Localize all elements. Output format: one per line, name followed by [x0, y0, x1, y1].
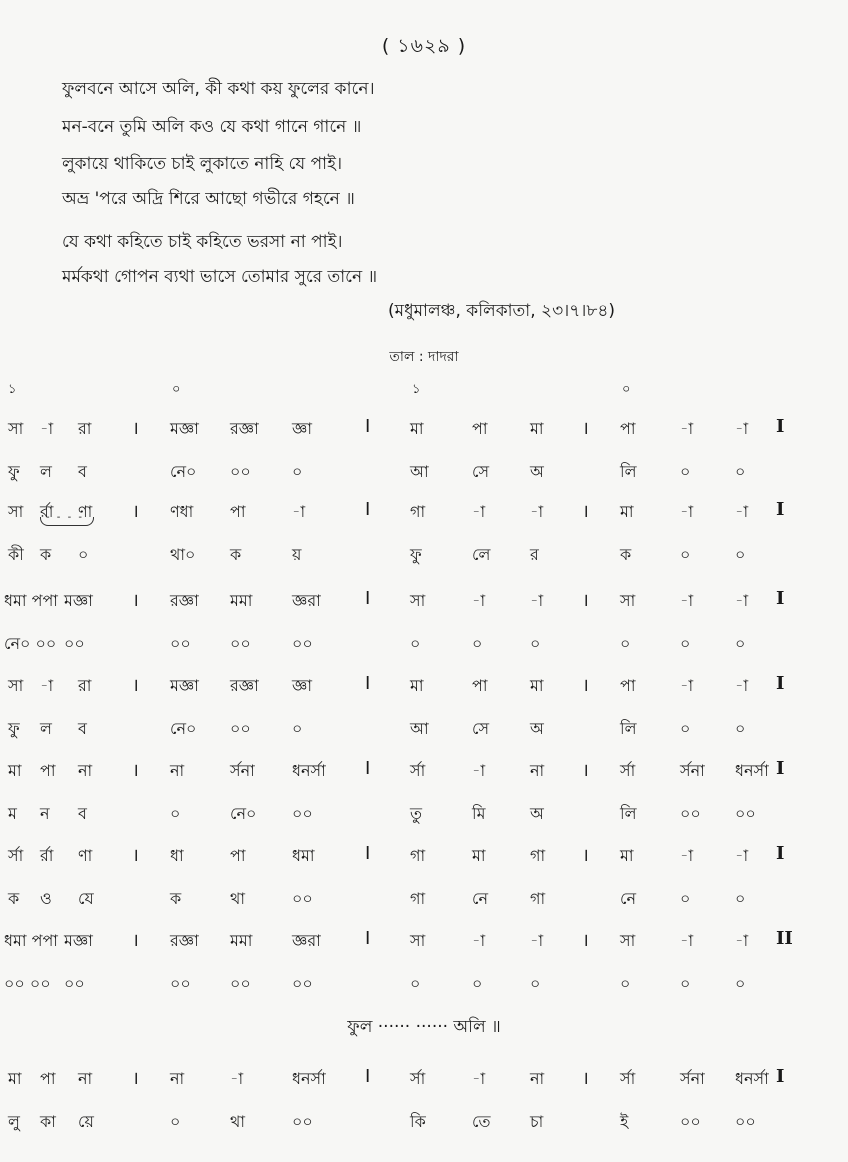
lyric-cell: ০	[292, 719, 303, 738]
bar-line: I	[365, 843, 371, 864]
lyric-cell: ০	[680, 634, 691, 653]
lyric-cell: ফু	[8, 462, 20, 481]
note-cell: ধা	[170, 846, 184, 865]
note-cell: -া	[735, 676, 749, 695]
verse-line-4: অভ্র 'পরে অদ্রি শিরে আছো গভীরে গহনে ॥	[62, 189, 355, 209]
bar-line: ।	[132, 418, 139, 439]
note-cell: পা	[40, 761, 56, 780]
source-citation: (মধুমালঞ্চ, কলিকাতা, ২৩।৭।৮৪)	[388, 301, 616, 321]
note-cell: না	[530, 1069, 545, 1088]
note-cell: -া	[530, 931, 544, 950]
lyric-cell: লি	[620, 804, 637, 823]
lyric-cell: তে	[472, 1112, 491, 1131]
beat-mark: ১	[8, 382, 17, 397]
note-cell: মজ্ঞা	[64, 591, 93, 610]
note-cell: মা	[620, 846, 634, 865]
beat-mark: ১	[412, 382, 421, 397]
end-bar: I	[776, 416, 785, 437]
lyric-cell: নে০ ০০	[4, 634, 57, 653]
lyric-cell: কি	[410, 1112, 426, 1131]
note-cell: মা	[472, 846, 486, 865]
lyric-cell: ০	[472, 634, 483, 653]
note-cell: -া	[472, 1069, 486, 1088]
lyric-cell: লে	[472, 545, 491, 564]
note-cell: -া	[472, 502, 486, 521]
note-cell: ণা	[78, 502, 93, 521]
lyric-cell: ০	[410, 634, 421, 653]
lyric-cell: আ	[410, 462, 429, 481]
lyric-cell: ০০	[64, 634, 85, 653]
note-cell: -া	[680, 931, 694, 950]
lyric-cell: ০	[735, 719, 746, 738]
bar-line: I	[365, 928, 371, 949]
bar-line: ।	[582, 760, 589, 781]
note-cell: রজ্ঞা	[170, 931, 199, 950]
lyric-cell: আ	[410, 719, 429, 738]
note-cell: সা	[620, 591, 636, 610]
page-number: ( ১৬২৯ )	[381, 35, 467, 57]
note-cell: রজ্ঞা	[230, 419, 259, 438]
note-cell: ধনর্সা	[735, 1069, 769, 1088]
lyric-cell: ০	[680, 719, 691, 738]
bar-line: ।	[132, 930, 139, 951]
lyric-cell: নে	[472, 889, 489, 908]
slur-mark	[40, 517, 94, 526]
bar-line: I	[365, 1066, 371, 1087]
bar-line: ।	[582, 675, 589, 696]
note-cell: মা	[410, 419, 424, 438]
lyric-cell: ফু	[8, 719, 20, 738]
bar-line: ।	[132, 501, 139, 522]
note-cell: মমা	[230, 931, 253, 950]
lyric-cell: ০	[170, 804, 181, 823]
note-cell: -া	[472, 931, 486, 950]
lyric-row	[0, 801, 848, 825]
note-cell: না	[78, 761, 93, 780]
lyric-cell: ০	[735, 634, 746, 653]
lyric-row	[0, 459, 848, 483]
beat-mark-row	[0, 380, 848, 400]
lyric-cell: ০০	[292, 634, 313, 653]
end-bar: II	[776, 928, 793, 949]
note-cell: মা	[8, 761, 22, 780]
lyric-cell: গা	[410, 889, 426, 908]
note-cell: জ্ঞা	[292, 419, 312, 438]
notation-row	[0, 416, 848, 440]
lyric-cell: ক	[620, 545, 632, 564]
note-cell: র্রা	[40, 502, 54, 521]
lyric-cell: ০	[680, 462, 691, 481]
bar-line: I	[365, 758, 371, 779]
lyric-cell: ০০	[735, 1112, 756, 1131]
lyric-cell: ০০	[170, 974, 191, 993]
note-cell: র্সনা	[680, 761, 705, 780]
lyric-cell: ০	[735, 545, 746, 564]
lyric-cell: ০০	[680, 1112, 701, 1131]
note-cell: পা	[472, 419, 488, 438]
note-cell: -া	[230, 1069, 244, 1088]
lyric-cell: ম	[8, 804, 17, 823]
note-cell: না	[530, 761, 545, 780]
note-cell: র্সা	[410, 761, 426, 780]
note-cell: জ্ঞরা	[292, 931, 321, 950]
lyric-cell: ক	[40, 545, 52, 564]
bar-line: ।	[132, 845, 139, 866]
bar-line: I	[365, 588, 371, 609]
lyric-cell: ০০	[230, 634, 251, 653]
end-bar: I	[776, 1066, 785, 1087]
lyric-cell: লি	[620, 462, 637, 481]
bar-line: I	[365, 499, 371, 520]
note-cell: সা	[620, 931, 636, 950]
lyric-cell: য়	[292, 545, 302, 564]
note-cell: মা	[8, 1069, 22, 1088]
note-cell: মজ্ঞা	[170, 419, 199, 438]
note-cell: পা	[230, 846, 246, 865]
lyric-cell: ০	[410, 974, 421, 993]
note-cell: না	[170, 761, 185, 780]
note-cell: না	[170, 1069, 185, 1088]
note-cell: -া	[40, 676, 54, 695]
note-cell: মমা	[230, 591, 253, 610]
lyric-cell: ০	[735, 462, 746, 481]
note-cell: সা	[8, 676, 24, 695]
bar-line: ।	[132, 1068, 139, 1089]
lyric-cell: অ	[530, 719, 544, 738]
lyric-cell: কী	[8, 545, 24, 564]
lyric-cell: ০০	[230, 462, 251, 481]
lyric-cell: চা	[530, 1112, 544, 1131]
lyric-cell: য়ে	[78, 1112, 94, 1131]
note-cell: জ্ঞা	[292, 676, 312, 695]
lyric-cell: ব	[78, 462, 87, 481]
lyric-cell: নে	[620, 889, 637, 908]
note-cell: -া	[680, 846, 694, 865]
lyric-cell: ল	[40, 719, 52, 738]
lyric-cell: ০০	[680, 804, 701, 823]
note-cell: গা	[410, 502, 426, 521]
lyric-cell: নে০	[170, 462, 197, 481]
lyric-cell: ০	[680, 974, 691, 993]
lyric-cell: ০	[680, 545, 691, 564]
lyric-cell: ০	[472, 974, 483, 993]
note-cell: -া	[472, 591, 486, 610]
note-cell: -া	[680, 419, 694, 438]
lyric-row	[0, 716, 848, 740]
verse-line-2: মন-বনে তুমি অলি কও যে কথা গানে গানে ॥	[62, 117, 362, 137]
beat-mark: ০	[172, 382, 181, 397]
note-cell: র্সা	[410, 1069, 426, 1088]
lyric-cell: ০	[292, 462, 303, 481]
lyric-cell: যে	[78, 889, 94, 908]
note-cell: পা	[472, 676, 488, 695]
lyric-cell: সে	[472, 719, 490, 738]
note-cell: ধনর্সা	[292, 761, 326, 780]
note-cell: -া	[530, 591, 544, 610]
slur-dots: - - - -	[46, 512, 84, 523]
lyric-cell: সে	[472, 462, 490, 481]
bar-line: ।	[132, 675, 139, 696]
lyric-cell: ফু	[410, 545, 422, 564]
lyric-cell: ক	[230, 545, 242, 564]
lyric-row	[0, 542, 848, 566]
note-cell: -া	[735, 931, 749, 950]
bar-line: ।	[132, 760, 139, 781]
lyric-cell: ০	[735, 889, 746, 908]
lyric-cell: লি	[620, 719, 637, 738]
end-bar: I	[776, 843, 785, 864]
lyric-cell: ০	[78, 545, 89, 564]
note-cell: -া	[680, 591, 694, 610]
note-cell: -া	[735, 846, 749, 865]
lyric-cell: ০০	[292, 889, 313, 908]
note-cell: ণা	[78, 846, 93, 865]
verse-line-3: লুকায়ে থাকিতে চাই লুকাতে নাহি যে পাই।	[62, 154, 343, 174]
note-cell: পা	[620, 419, 636, 438]
note-cell: ধমা পপা	[4, 591, 58, 610]
note-cell: ধমা পপা	[4, 931, 58, 950]
lyric-cell: অ	[530, 804, 544, 823]
notation-row	[0, 928, 848, 952]
bar-line: ।	[582, 1068, 589, 1089]
note-cell: -া	[472, 761, 486, 780]
lyric-cell: ০	[680, 889, 691, 908]
verse-line-5: যে কথা কহিতে চাই কহিতে ভরসা না পাই।	[62, 232, 343, 252]
lyric-cell: তু	[410, 804, 423, 823]
lyric-cell: ০	[620, 634, 631, 653]
lyric-cell: ০	[735, 974, 746, 993]
bar-line: ।	[582, 845, 589, 866]
notation-row	[0, 673, 848, 697]
note-cell: -া	[530, 502, 544, 521]
lyric-cell: ও	[40, 889, 52, 908]
note-cell: না	[78, 1069, 93, 1088]
note-cell: মা	[410, 676, 424, 695]
bar-line: ।	[582, 930, 589, 951]
note-cell: ধমা	[292, 846, 315, 865]
note-cell: রা	[78, 676, 92, 695]
verse-line-6: মর্মকথা গোপন ব্যথা ভাসে তোমার সুরে তানে ॥	[62, 267, 378, 287]
lyric-cell: ০	[530, 634, 541, 653]
note-cell: রজ্ঞা	[170, 591, 199, 610]
lyric-cell: ০	[620, 974, 631, 993]
note-cell: -া	[680, 676, 694, 695]
end-bar: I	[776, 588, 785, 609]
lyric-cell: গা	[530, 889, 546, 908]
note-cell: -া	[735, 419, 749, 438]
note-cell: পা	[230, 502, 246, 521]
note-cell: সা	[410, 591, 426, 610]
note-cell: সা	[410, 931, 426, 950]
verse-line-1: ফুলবনে আসে অলি, কী কথা কয় ফুলের কানে।	[62, 79, 375, 99]
note-cell: রা	[78, 419, 92, 438]
end-bar: I	[776, 673, 785, 694]
lyric-row	[0, 631, 848, 655]
lyric-cell: থা০	[170, 545, 196, 564]
notation-row	[0, 588, 848, 612]
note-cell: ধনর্সা	[292, 1069, 326, 1088]
notation-row	[0, 1066, 848, 1090]
note-cell: সা	[8, 502, 24, 521]
lyric-cell: ০০	[230, 974, 251, 993]
end-bar: I	[776, 499, 785, 520]
notation-row	[0, 758, 848, 782]
note-cell: জ্ঞরা	[292, 591, 321, 610]
end-bar: I	[776, 758, 785, 779]
beat-mark: ০	[622, 382, 631, 397]
lyric-cell: মি	[472, 804, 486, 823]
note-cell: -া	[292, 502, 306, 521]
note-cell: রজ্ঞা	[230, 676, 259, 695]
lyric-cell: ০০	[292, 804, 313, 823]
lyric-cell: ব	[78, 719, 87, 738]
note-cell: র্রা	[40, 846, 54, 865]
lyric-cell: ল	[40, 462, 52, 481]
lyric-cell: অ	[530, 462, 544, 481]
bar-line: ।	[582, 590, 589, 611]
note-cell: র্সা	[8, 846, 24, 865]
note-cell: গা	[410, 846, 426, 865]
lyric-cell: কা	[40, 1112, 56, 1131]
lyric-cell: ০	[170, 1112, 181, 1131]
lyric-cell: নে০	[170, 719, 197, 738]
note-cell: র্সনা	[680, 1069, 705, 1088]
bar-line: ।	[582, 501, 589, 522]
bar-line: ।	[132, 590, 139, 611]
lyric-cell: ক	[170, 889, 182, 908]
lyric-cell: ০০	[735, 804, 756, 823]
lyric-cell: ০০ ০০	[4, 974, 51, 993]
note-cell: মা	[530, 419, 544, 438]
lyric-cell: ন	[40, 804, 50, 823]
note-cell: মজ্ঞা	[170, 676, 199, 695]
lyric-cell: ক	[8, 889, 20, 908]
notation-row	[0, 499, 848, 523]
lyric-cell: থা	[230, 1112, 246, 1131]
note-cell: -া	[680, 502, 694, 521]
taal-label: তাল : দাদরা	[389, 349, 459, 365]
lyric-cell: নে০	[230, 804, 257, 823]
lyric-cell: লু	[8, 1112, 20, 1131]
lyric-cell: ০	[530, 974, 541, 993]
lyric-cell: ০০	[64, 974, 85, 993]
lyric-cell: ০০	[230, 719, 251, 738]
note-cell: সা	[8, 419, 24, 438]
note-cell: পা	[620, 676, 636, 695]
note-cell: গা	[530, 846, 546, 865]
refrain-line: ফুল ······ ······ অলি ॥	[347, 1017, 501, 1037]
note-cell: মা	[530, 676, 544, 695]
lyric-cell: ব	[78, 804, 87, 823]
lyric-cell: ০০	[292, 974, 313, 993]
lyric-cell: ই	[620, 1112, 629, 1131]
note-cell: ণধা	[170, 502, 194, 521]
note-cell: -া	[735, 591, 749, 610]
note-cell: -া	[735, 502, 749, 521]
bar-line: I	[365, 416, 371, 437]
lyric-cell: র	[530, 545, 539, 564]
bar-line: ।	[582, 418, 589, 439]
note-cell: মজ্ঞা	[64, 931, 93, 950]
lyric-row	[0, 886, 848, 910]
note-cell: ধনর্সা	[735, 761, 769, 780]
note-cell: -া	[40, 419, 54, 438]
note-cell: র্সা	[620, 1069, 636, 1088]
note-cell: র্সনা	[230, 761, 255, 780]
note-cell: মা	[620, 502, 634, 521]
lyric-cell: থা	[230, 889, 246, 908]
lyric-cell: ০০	[170, 634, 191, 653]
note-cell: র্সা	[620, 761, 636, 780]
bar-line: I	[365, 673, 371, 694]
notation-row	[0, 843, 848, 867]
note-cell: পা	[40, 1069, 56, 1088]
lyric-row	[0, 1109, 848, 1133]
lyric-cell: ০০	[292, 1112, 313, 1131]
lyric-row	[0, 971, 848, 995]
